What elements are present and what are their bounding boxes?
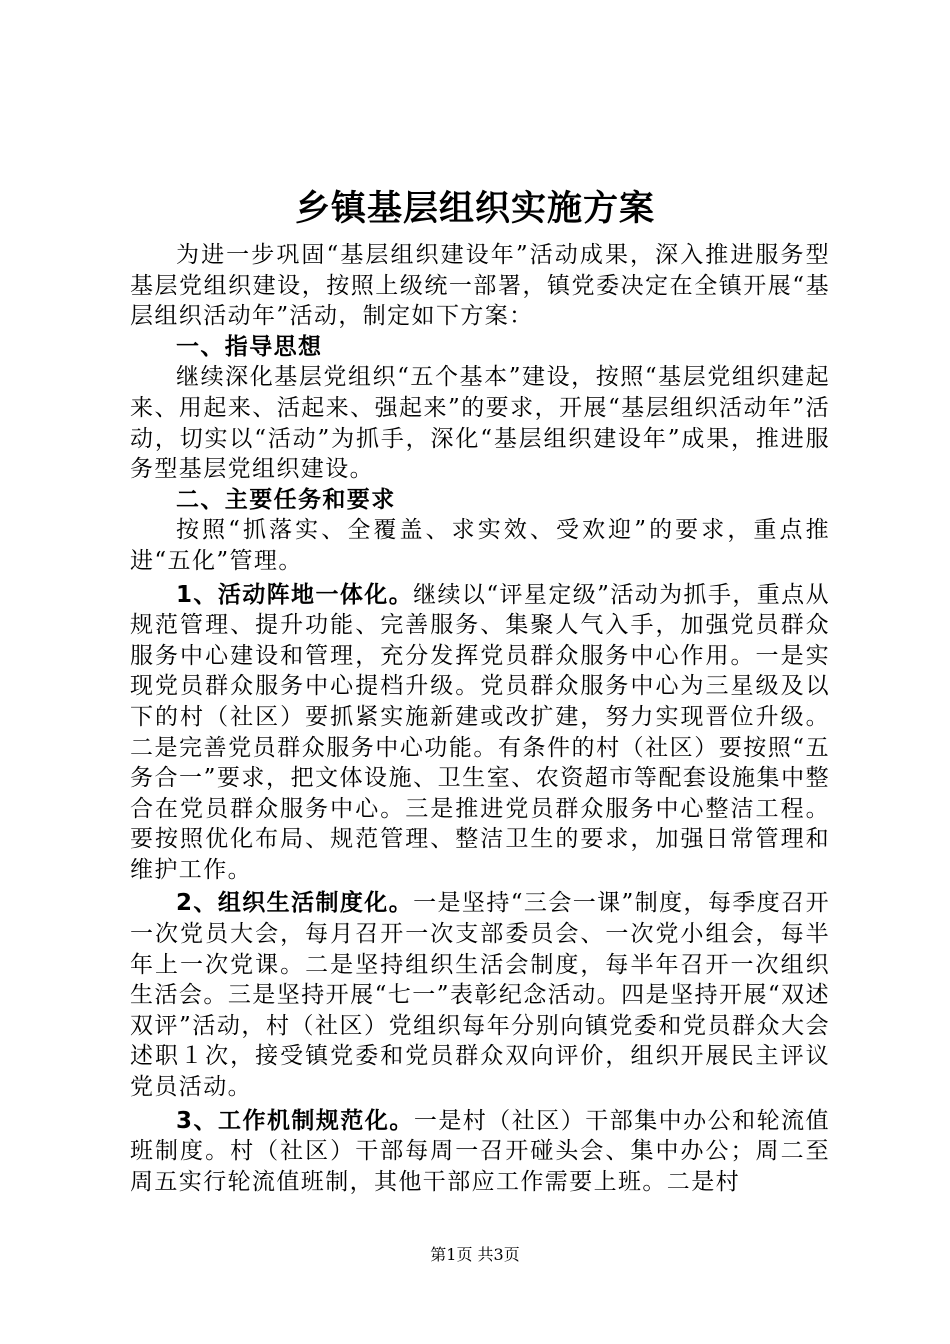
task-item-1-lead: 1、活动阵地一体化。: [176, 581, 414, 608]
task-item-2: [130, 888, 830, 1102]
task-item-2-text: 一是坚持“三会一课”制度，每季度召开一次党员大会，每月召开一次支部委员会、一次党小组会，每半年上一次党课。二是坚持组织生活会制度，每半年召开一次组织生活会。三是坚持开展“七一”表彰纪念活动。四是坚持开展“双述双评”活动，村（社区）党组织每年分别向镇党委和党员群众大会述职１次，接受镇党委和党员群众双向评价，组织开展民主评议党员活动。: [130, 890, 830, 1101]
task-item-1: [130, 580, 830, 886]
intro-paragraph: 为进一步巩固“基层组织建设年”活动成果，深入推进服务型基层党组织建设，按照上级统一部署，镇党委决定在全镇开展“基层组织活动年”活动，制定如下方案：: [130, 242, 830, 330]
document-body: [130, 240, 830, 1197]
document-title: 乡镇基层组织实施方案: [294, 188, 655, 229]
page-footer: 第1页 共3页: [430, 1245, 520, 1264]
section-paragraph-main-tasks: 按照“抓落实、全覆盖、求实效、受欢迎”的要求，重点推进“五化”管理。: [130, 517, 830, 574]
task-item-3-text: 一是村（社区）干部集中办公和轮流值班制度。村（社区）干部每周一召开碰头会、集中办公；周二至周五实行轮流值班制，其他干部应工作需要上班。二是村: [130, 1107, 830, 1195]
task-item-2-lead: 2、组织生活制度化。: [176, 890, 414, 917]
section-paragraph-guiding-ideology: 继续深化基层党组织“五个基本”建设，按照“基层党组织建起来、用起来、活起来、强起来”的要求，开展“基层组织活动年”活动，切实以“活动”为抓手，深化“基层组织建设年”成果，推进服务型基层党组织建设。: [130, 364, 830, 483]
section-heading-main-tasks: 二、主要任务和要求: [176, 486, 396, 513]
task-item-3-lead: 3、工作机制规范化。: [176, 1107, 414, 1134]
task-item-1-text: 继续以“评星定级”活动为抓手，重点从规范管理、提升功能、完善服务、集聚人气入手，加强党员群众服务中心建设和管理，充分发挥党员群众服务中心作用。一是实现党员群众服务中心提档升级。党员群众服务中心为三星级及以下的村（社区）要抓紧实施新建或改扩建，努力实现晋位升级。二是完善党员群众服务中心功能。有条件的村（社区）要按照“五务合一”要求，把文体设施、卫生室、农资超市等配套设施集中整合在党员群众服务中心。三是推进党员群众服务中心整洁工程。要按照优化布局、规范管理、整洁卫生的要求，加强日常管理和维护工作。: [130, 581, 830, 883]
section-heading-guiding-ideology: 一、指导思想: [176, 333, 323, 360]
task-item-3: [130, 1106, 830, 1198]
